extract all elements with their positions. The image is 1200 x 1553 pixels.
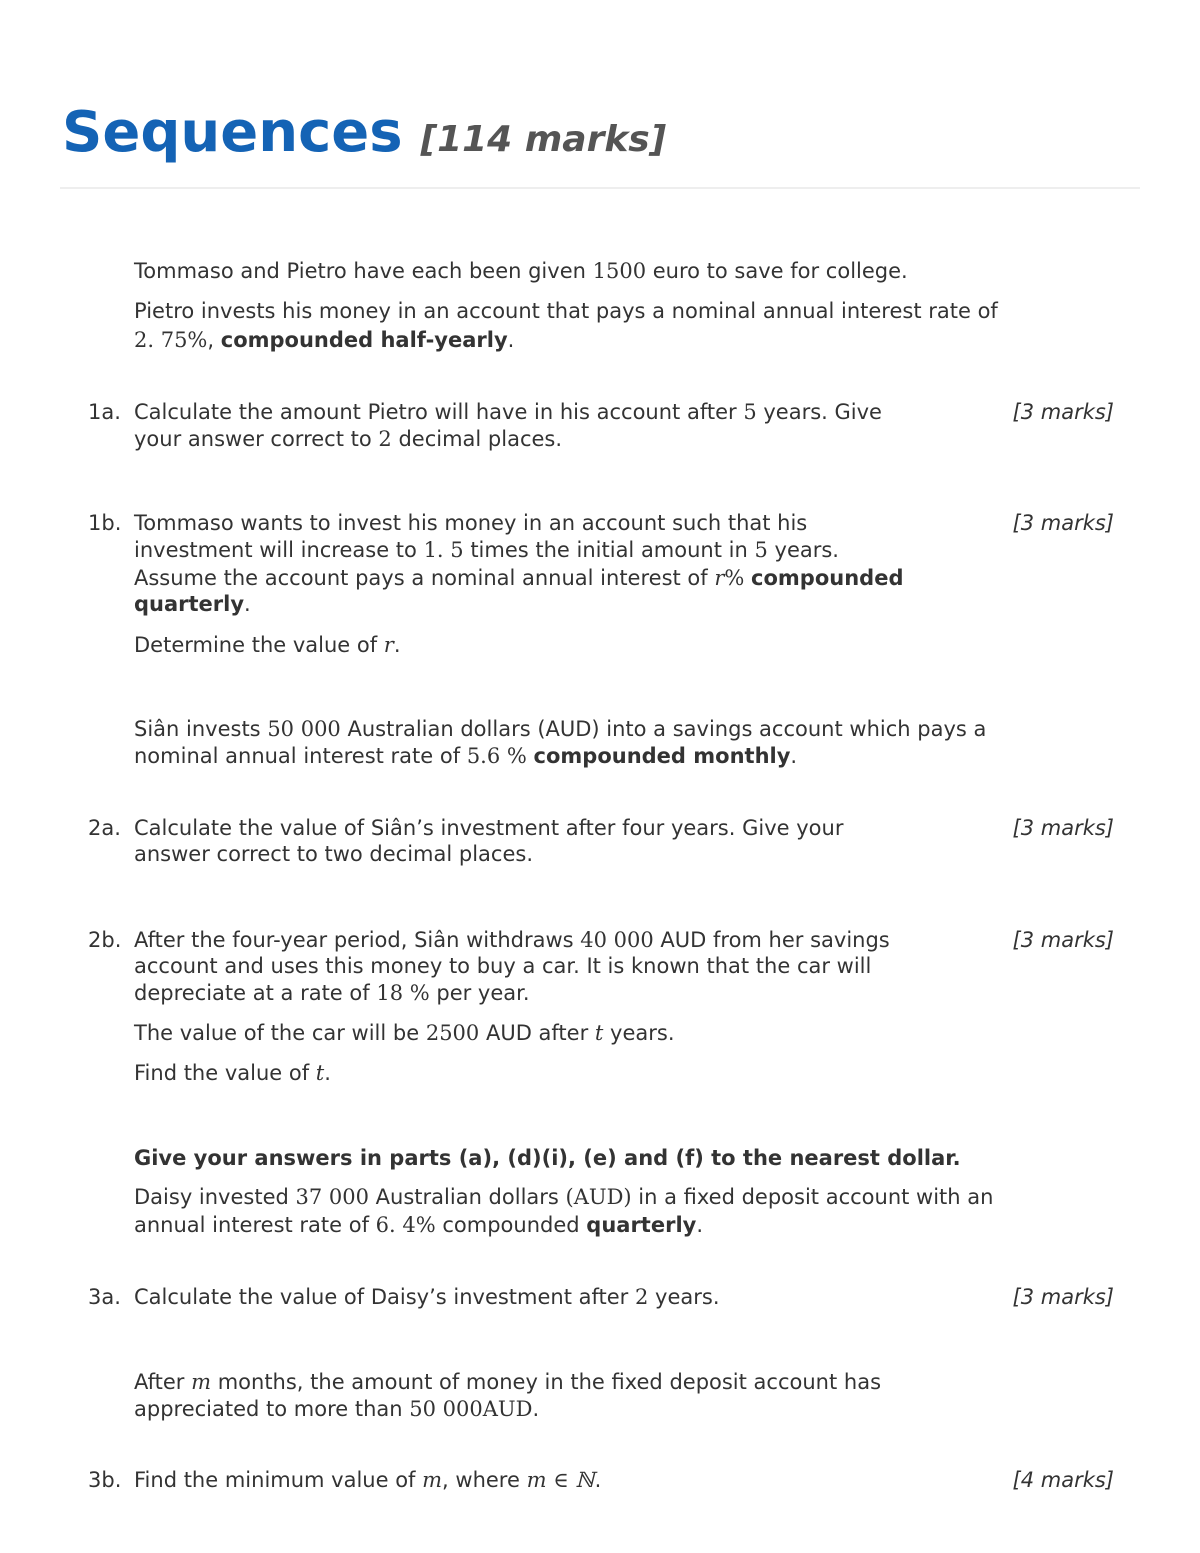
question-2b-line1: After the four-year period, Siân withdraws 40 000 AUD from her savings: [134, 928, 890, 952]
marks-2b: [3 marks]: [1012, 928, 1114, 952]
question-1b-line1: Tommaso wants to invest his money in an account such that his: [134, 511, 808, 535]
question-1a-line2: your answer correct to 2 decimal places.: [134, 427, 563, 451]
title-divider: [60, 187, 1140, 189]
q2-intro-line2: nominal annual interest rate of 5.6 % compounded monthly.: [134, 744, 798, 768]
title-text: Sequences: [62, 100, 403, 165]
question-2b-line5: Find the value of t.: [134, 1061, 331, 1085]
marks-2a: [3 marks]: [1012, 816, 1114, 840]
marks-3a: [3 marks]: [1012, 1285, 1114, 1309]
q1-intro-line1: Tommaso and Pietro have each been given 1500 euro to save for college.: [134, 259, 908, 283]
q1-intro-line2: Pietro invests his money in an account that pays a nominal annual interest rate of: [134, 299, 998, 323]
question-1a-line1: Calculate the amount Pietro will have in his account after 5 years. Give: [134, 400, 882, 424]
question-1b-line3: Assume the account pays a nominal annual interest of r% compounded: [134, 566, 904, 590]
marks-3b: [4 marks]: [1012, 1468, 1114, 1492]
page-title: [62, 100, 666, 165]
question-1b-line5: Determine the value of r.: [134, 633, 401, 657]
question-number-3a: 3a.: [88, 1285, 121, 1309]
marks-1b: [3 marks]: [1012, 511, 1114, 535]
question-number-2b: 2b.: [88, 928, 122, 952]
q1-intro-line3: 2. 75%, compounded half-yearly.: [134, 328, 515, 352]
question-3b-line1: Find the minimum value of m, where m ∈ ℕ.: [134, 1468, 602, 1492]
q3-intro-line1: Daisy invested 37 000 Australian dollars (AUD) in a fixed deposit account with an: [134, 1185, 994, 1209]
q3-context-line1: After m months, the amount of money in the fixed deposit account has: [134, 1370, 882, 1394]
question-2b-line3: depreciate at a rate of 18 % per year.: [134, 981, 530, 1005]
total-marks: [114 marks]: [420, 119, 667, 160]
q2-intro-line1: Siân invests 50 000 Australian dollars (AUD) into a savings account which pays a: [134, 717, 987, 741]
question-2b-line2: account and uses this money to buy a car. It is known that the car will: [134, 954, 872, 978]
question-2b-line4: The value of the car will be 2500 AUD after t years.: [134, 1021, 675, 1045]
question-2a-line1: Calculate the value of Siân’s investment after four years. Give your: [134, 816, 844, 840]
q3-intro-line2: annual interest rate of 6. 4% compounded quarterly.: [134, 1213, 704, 1237]
question-2a-line2: answer correct to two decimal places.: [134, 842, 533, 866]
q3-context-line2: appreciated to more than 50 000AUD.: [134, 1397, 540, 1421]
question-3a-line1: Calculate the value of Daisy’s investment after 2 years.: [134, 1285, 720, 1309]
question-number-1a: 1a.: [88, 400, 121, 424]
question-1b-line2: investment will increase to 1. 5 times the initial amount in 5 years.: [134, 538, 839, 562]
q3-instruction: Give your answers in parts (a), (d)(i), (e) and (f) to the nearest dollar.: [134, 1146, 961, 1170]
question-number-3b: 3b.: [88, 1468, 122, 1492]
marks-1a: [3 marks]: [1012, 400, 1114, 424]
question-number-2a: 2a.: [88, 816, 121, 840]
question-number-1b: 1b.: [88, 511, 122, 535]
question-1b-line4: quarterly.: [134, 592, 251, 616]
